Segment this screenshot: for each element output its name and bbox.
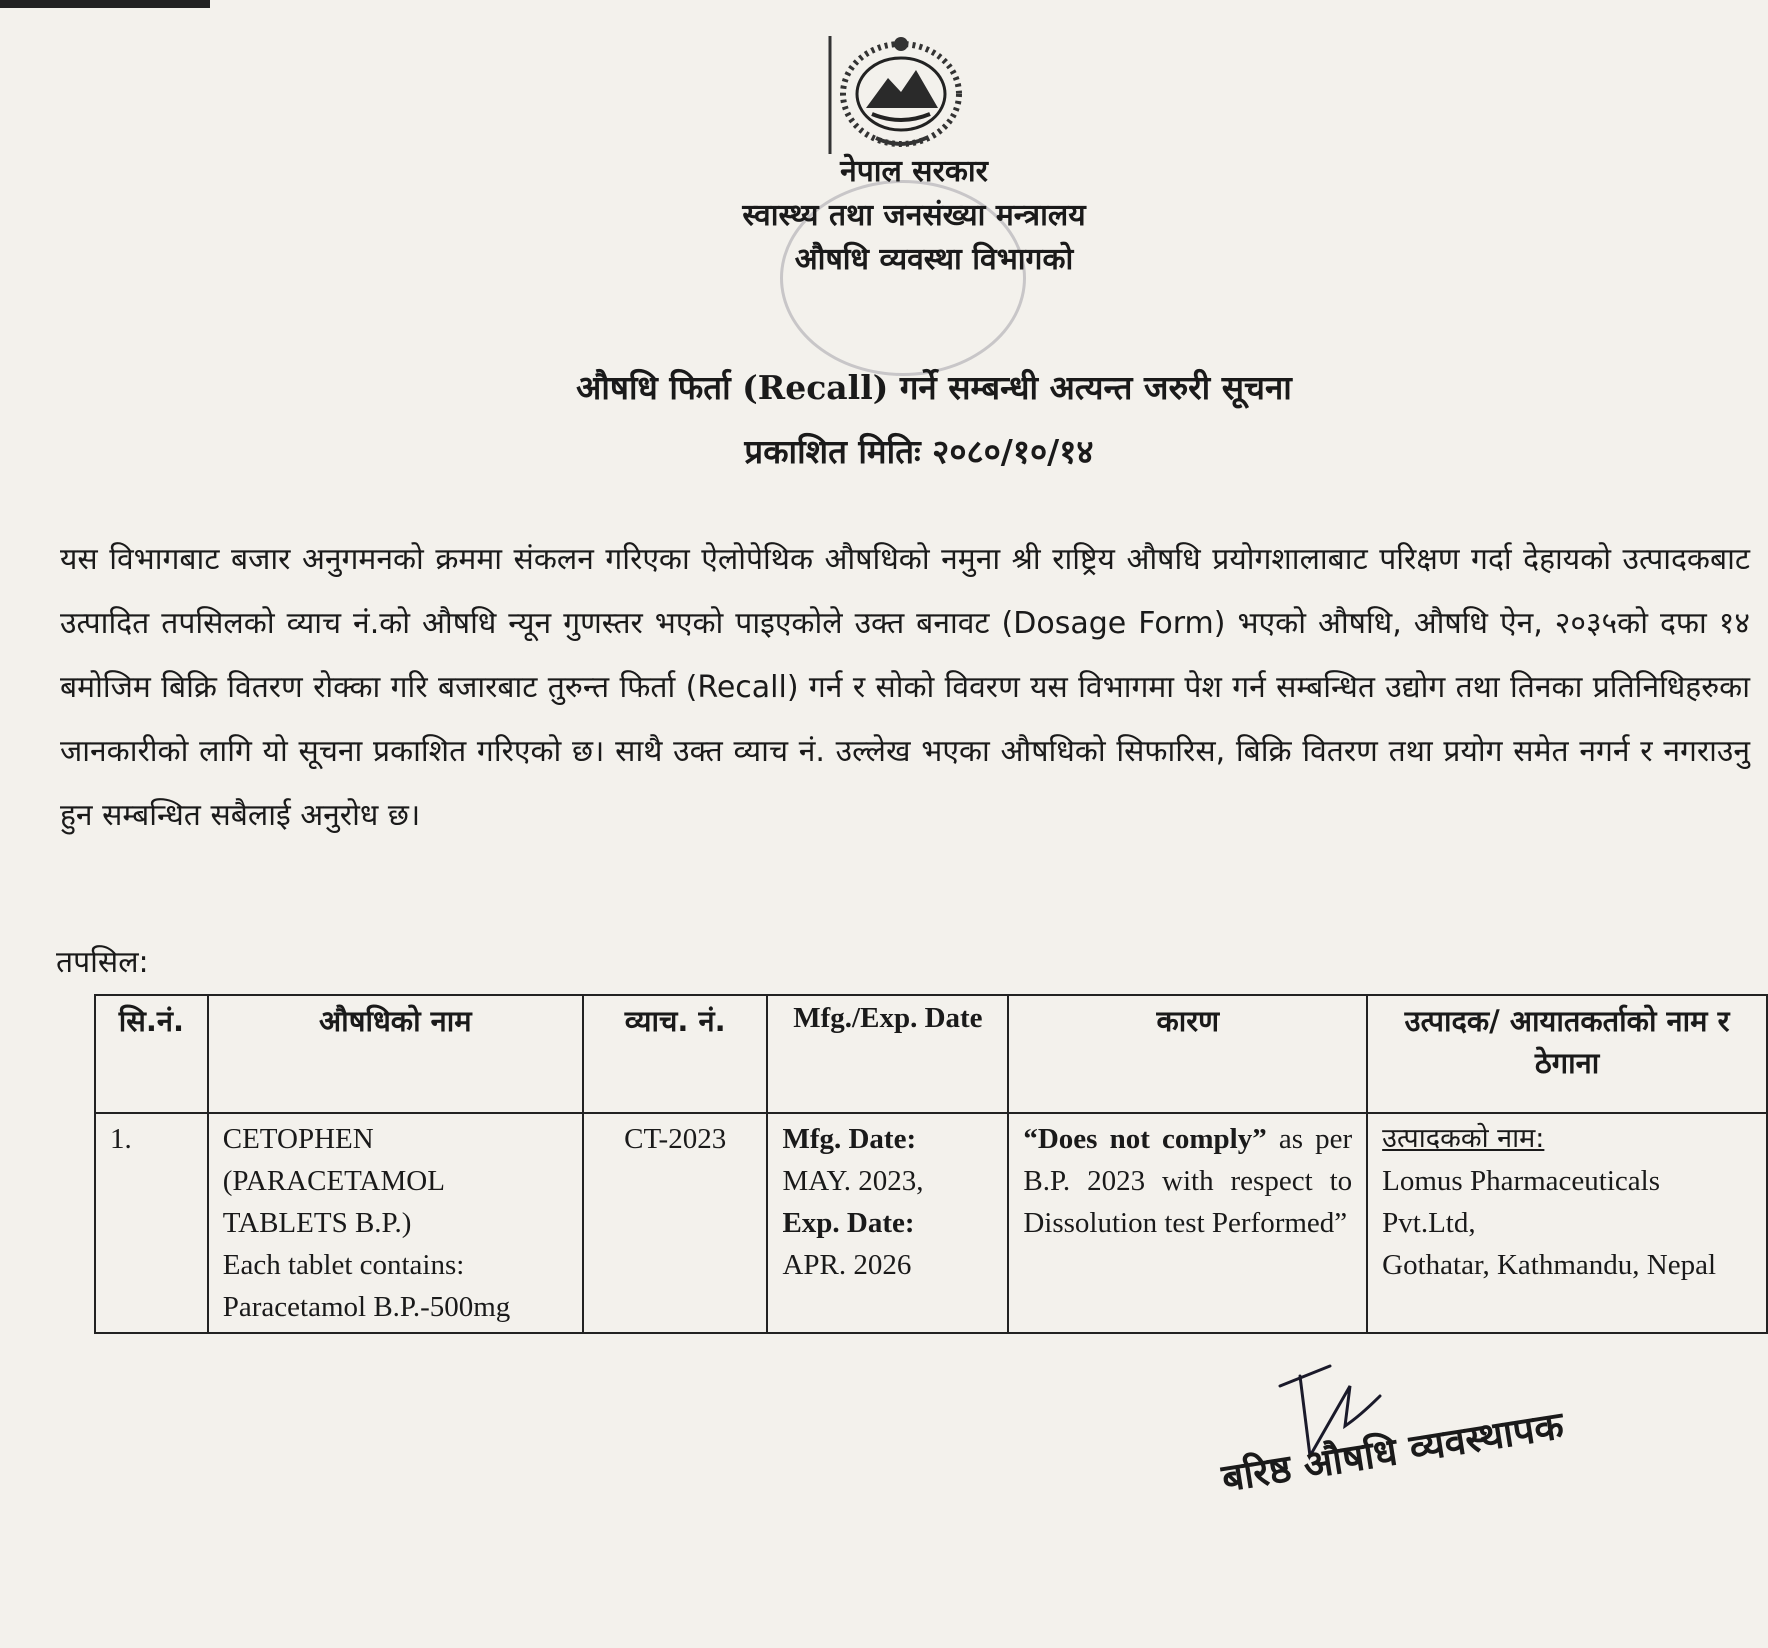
- cell-medicine-name: [208, 1113, 583, 1333]
- government-name: नेपाल सरकार: [840, 154, 988, 189]
- cell-dates: [767, 1113, 1008, 1333]
- cell-reason: [1008, 1113, 1367, 1333]
- nepal-emblem-icon: [826, 26, 976, 156]
- col-header-sn: सि.नं.: [95, 995, 208, 1113]
- col-header-manufacturer: उत्पादक/ आयातकर्ताको नाम र ठेगाना: [1367, 995, 1767, 1113]
- signatory-title: बरिष्ठ औषधि व्यवस्थापक: [1218, 1402, 1567, 1501]
- col-header-dates: Mfg./Exp. Date: [767, 995, 1008, 1113]
- details-label: तपसिल:: [56, 945, 149, 980]
- composition-value: Paracetamol B.P.-500mg: [222, 1291, 511, 1323]
- medicine-generic-1: (PARACETAMOL: [222, 1165, 445, 1197]
- medicine-brand: CETOPHEN: [222, 1123, 374, 1155]
- department-name: औषधि व्यवस्था विभागको: [794, 242, 1074, 277]
- medicine-generic-2: TABLETS B.P.): [222, 1207, 412, 1239]
- cell-sn: 1.: [95, 1113, 208, 1333]
- manufacturer-name-2: Pvt.Ltd,: [1382, 1207, 1476, 1239]
- notice-title: औषधि फिर्ता (Recall) गर्ने सम्बन्धी अत्यन्त जरुरी सूचना: [576, 368, 1292, 407]
- col-header-batch: व्याच. नं.: [583, 995, 768, 1113]
- reason-quote: “Does not comply”: [1023, 1123, 1267, 1155]
- manufacturer-label: उत्पादकको नाम:: [1382, 1123, 1545, 1154]
- exp-date-value: APR. 2026: [782, 1249, 912, 1281]
- table-header-row: [95, 995, 1767, 1113]
- cell-batch: CT-2023: [583, 1113, 768, 1333]
- publication-date: प्रकाशित मितिः २०८०/१०/१४: [744, 432, 1094, 471]
- mfg-date-label: Mfg. Date:: [782, 1123, 917, 1155]
- mfg-date-value: MAY. 2023,: [782, 1165, 924, 1197]
- recall-table: [94, 994, 1768, 1334]
- composition-label: Each tablet contains:: [222, 1249, 465, 1281]
- cell-manufacturer: [1367, 1113, 1767, 1333]
- reason-text: as per B.P. 2023 with respect to Dissolution test Performed”: [1023, 1123, 1353, 1239]
- manufacturer-name-1: Lomus Pharmaceuticals: [1382, 1165, 1660, 1197]
- letterhead: [0, 150, 1768, 282]
- scan-edge-mark: [0, 0, 210, 8]
- manufacturer-address: Gothatar, Kathmandu, Nepal: [1382, 1249, 1716, 1281]
- table-row: [95, 1113, 1767, 1333]
- ministry-name: स्वास्थ्य तथा जनसंख्या मन्त्रालय: [742, 198, 1086, 233]
- col-header-name: औषधिको नाम: [208, 995, 583, 1113]
- notice-body: यस विभागबाट बजार अनुगमनको क्रममा संकलन गरिएका ऐलोपेथिक औषधिको नमुना श्री राष्ट्रिय औषधि प्रयोगशालाबाट परिक्षण गर्दा देहायको उत्पादकबाट उत्पादित तपसिलको व्याच नं.को औषधि न्यून गुणस्तर भएको पाइएकोले उक्त बनावट (Dosage Form) भएको औषधि, औषधि ऐन, २०३५को दफा १४ बमोजिम बिक्रि वितरण रोक्का गरि बजारबाट तुरुन्त फिर्ता (Recall) गर्न र सोको विवरण यस विभागमा पेश गर्न सम्बन्धित उद्योग तथा तिनका प्रतिनिधिहरुका जानकारीको लागि यो सूचना प्रकाशित गरिएको छ। साथै उक्त व्याच नं. उल्लेख भएका औषधिको सिफारिस, बिक्रि वितरण तथा प्रयोग समेत नगर्न र नगराउनु हुन सम्बन्धित सबैलाई अनुरोध छ।: [60, 542, 1750, 833]
- col-header-reason: कारण: [1008, 995, 1367, 1113]
- exp-date-label: Exp. Date:: [782, 1207, 915, 1239]
